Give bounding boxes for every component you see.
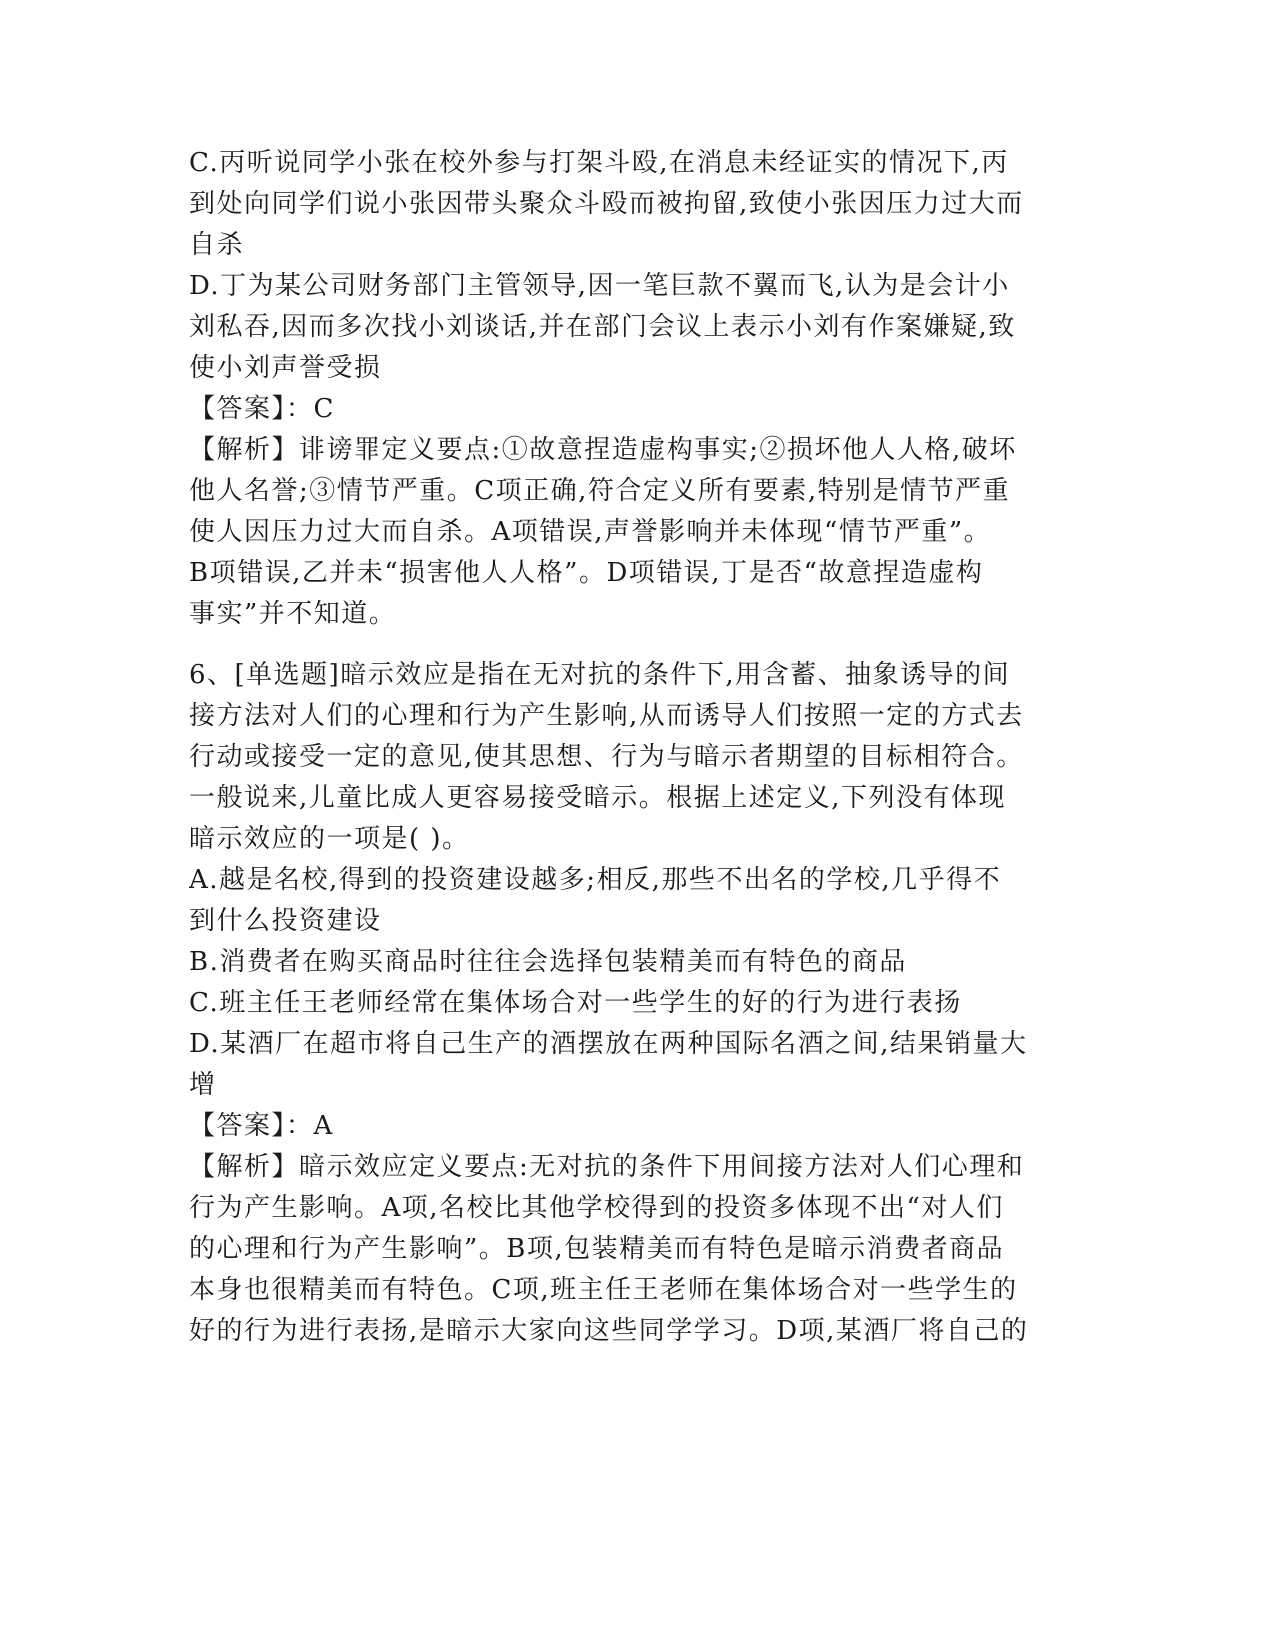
q6-stem-line-5: 暗示效应的一项是( )。 bbox=[189, 824, 470, 854]
q6-option-d-line-1: D.某酒厂在超市将自己生产的酒摆放在两种国际名酒之间,结果销量大 bbox=[189, 1029, 1028, 1059]
q5-option-c-line-1: C.丙听说同学小张在校外参与打架斗殴,在消息未经证实的情况下,丙 bbox=[189, 148, 1009, 178]
q5-option-c-line-3: 自杀 bbox=[189, 230, 245, 260]
q6-option-b-line-1: B.消费者在购买商品时往往会选择包装精美而有特色的商品 bbox=[189, 947, 907, 977]
q5-analysis-line-4: B项错误,乙并未“损害他人人格”。D项错误,丁是否“故意捏造虚构 bbox=[189, 558, 984, 588]
q6-answer: 【答案】：A bbox=[189, 1111, 334, 1141]
q6-stem-line-3: 行动或接受一定的意见,使其思想、行为与暗示者期望的目标相符合。 bbox=[189, 742, 1024, 772]
q6-option-a-line-1: A.越是名校,得到的投资建设越多;相反,那些不出名的学校,几乎得不 bbox=[189, 865, 1002, 895]
q6-option-d-line-2: 增 bbox=[189, 1070, 217, 1100]
q6-stem-line-1: 6、[单选题]暗示效应是指在无对抗的条件下,用含蓄、抽象诱导的间 bbox=[189, 660, 1011, 690]
q6-option-c-line-1: C.班主任王老师经常在集体场合对一些学生的好的行为进行表扬 bbox=[189, 988, 962, 1018]
q6-stem-line-4: 一般说来,儿童比成人更容易接受暗示。根据上述定义,下列没有体现 bbox=[189, 783, 1007, 813]
q5-answer: 【答案】：C bbox=[189, 394, 335, 424]
q6-analysis-line-3: 的心理和行为产生影响”。B项,包装精美而有特色是暗示消费者商品 bbox=[189, 1234, 1005, 1264]
q5-analysis-line-2: 他人名誉;③情节严重。C项正确,符合定义所有要素,特别是情节严重 bbox=[189, 476, 1011, 506]
q6-analysis-line-2: 行为产生影响。A项,名校比其他学校得到的投资多体现不出“对人们 bbox=[189, 1193, 1004, 1223]
q6-stem-line-2: 接方法对人们的心理和行为产生影响,从而诱导人们按照一定的方式去 bbox=[189, 701, 1024, 731]
q5-analysis-line-1: 【解析】诽谤罪定义要点:①故意捏造虚构事实;②损坏他人人格,破坏 bbox=[189, 435, 1017, 465]
q5-option-d-line-3: 使小刘声誉受损 bbox=[189, 353, 382, 383]
q6-analysis-line-5: 好的行为进行表扬,是暗示大家向这些同学学习。D项,某酒厂将自己的 bbox=[189, 1316, 1029, 1346]
q5-analysis-line-5: 事实”并不知道。 bbox=[189, 599, 397, 629]
q6-analysis-line-4: 本身也很精美而有特色。C项,班主任王老师在集体场合对一些学生的 bbox=[189, 1275, 1018, 1305]
q5-analysis-line-3: 使人因压力过大而自杀。A项错误,声誉影响并未体现“情节严重”。 bbox=[189, 517, 992, 547]
q5-option-d-line-2: 刘私吞,因而多次找小刘谈话,并在部门会议上表示小刘有作案嫌疑,致 bbox=[189, 312, 1016, 342]
q5-option-c-line-2: 到处向同学们说小张因带头聚众斗殴而被拘留,致使小张因压力过大而 bbox=[189, 189, 1024, 219]
q5-option-d-line-1: D.丁为某公司财务部门主管领导,因一笔巨款不翼而飞,认为是会计小 bbox=[189, 271, 1010, 301]
q6-analysis-line-1: 【解析】暗示效应定义要点:无对抗的条件下用间接方法对人们心理和 bbox=[189, 1152, 1025, 1182]
q6-option-a-line-2: 到什么投资建设 bbox=[189, 906, 382, 936]
